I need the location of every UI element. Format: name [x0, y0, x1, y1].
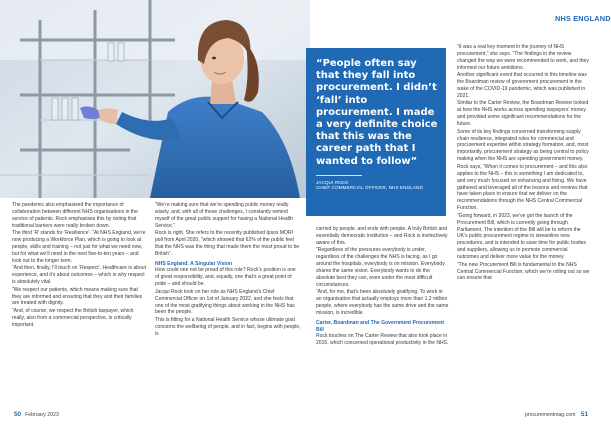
text-column-4	[457, 44, 590, 282]
paragraph: “The new Procurement Bill is fundamental to the NHS Central Commercial Function, which we’re rolling out so we can ensure that	[457, 261, 590, 282]
paragraph: Rock says, “When it comes to procurement – and this also applies to the NHS – this is something I am dedicated to, and very much focused on enhancing and fixing. We have gathered and leveraged all of the lessons and reviews that have taken place to ensure that we deliver on the recommendations through the NHS Central Commercial Function.	[457, 163, 588, 212]
paragraph: The pandemic also emphasised the importance of collaboration between different NHS organisations in the service of patients. Rock emphasises this by noting that traditional barriers were really broken down.	[12, 202, 138, 229]
text-column-3	[316, 226, 449, 347]
paragraph: “Regardless of the pressures everybody is under, regardless of the challenges the NHS is facing, as I go around the hospitals, everybody is on mission. Everybody shares the same vision. Everybody wants to do the absolute best they can, even under the most difficult circumstances.	[316, 247, 445, 288]
footer-right	[525, 411, 588, 418]
footer-left	[14, 411, 59, 418]
paragraph: Jacqui Rock took on her role as NHS England’s Chief Commercial Officer on 1st of January 2022, and she feels that one of the most gratifying things about working in the NHS has been the people.	[155, 288, 295, 316]
pull-quote-name: JACQUI ROCK	[316, 179, 349, 185]
paragraph: Another significant event that occurred in this timeline was the Boardman review of government procurement in the wake of the COVID-19 pandemic, which was published in 2021.	[457, 72, 587, 99]
issue-date: February 2023	[25, 412, 59, 418]
paragraph: Rock touches on The Carter Review that also took place in 2015, which concerned operational productivity in the NHS.	[316, 333, 449, 347]
hero-photo	[0, 0, 310, 198]
paragraph: carried by people, and ends with people. A truly British and essentially democratic institution – and Rock is instinctively aware of this.	[316, 226, 448, 246]
section-label: NHS ENGLAND	[555, 14, 611, 23]
pull-quote	[306, 48, 446, 216]
site-url[interactable]: procurementmag.com	[524, 412, 576, 418]
paragraph: Similar to the Carter Review, the Boardman Review looked at how the NHS works across spending taxpayers’ money and provided some significant recommendations for the future.	[457, 100, 589, 128]
paragraph: “And, of course, we respect the British taxpayer, which really, also from a commercial perspective, is critically important.	[12, 307, 134, 328]
text-column-1	[12, 202, 147, 329]
subheading: Carter, Boardman and The Government Procurement Bill	[316, 319, 444, 333]
paragraph: “And then, finally, I’ll touch on ‘Respect’. Healthcare is about experience, and it’s about outcomes – which is why respect is absolutely vital.	[12, 265, 147, 286]
paragraph: Rock is right. She refers to the recently published Ipsos MORI poll from April 2020, “which showed that 62% of the public feel that the NHS was the thing that made them the most proud to be British”.	[155, 230, 300, 257]
page-number-right: 51	[580, 411, 588, 418]
paragraph: “It was a real key moment in the journey of NHS procurement,” she says. “The findings in the review changed the way we were recommended to work, and they informed our future ambitions.	[457, 44, 589, 71]
paragraph: How could one not be proud of this role? Rock’s position is one of great responsibility, and, equally, one that’s a great point of pride – and should be.	[155, 267, 296, 288]
pull-quote-divider	[316, 175, 362, 176]
paragraph: “We’re making sure that we’re spending public money really wisely, and, with all of these challenges, I constantly remind myself of the great public support for having a National Health Service.”	[155, 202, 294, 229]
paragraph: “And, for me, that’s been absolutely gratifying. To work in an organisation that actually employs more than 1.2 million people, where everybody has the same drive and the same mission, is incredible.	[316, 289, 449, 317]
paragraph: “Going forward, in 2023, we’ve got the launch of the Procurement Bill, which is currently going through Parliament. The intention of the Bill will be to reform the UK’s public procurement regime to streamline new procedures, and is intended to save time for public bodies and suppliers, allowing us to promote commercial outcomes and deliver more value for the money.	[457, 212, 587, 261]
pull-quote-role: CHIEF COMMERCIAL OFFICER, NHS ENGLAND	[316, 185, 423, 191]
paragraph: Some of its key findings concerned transforming supply chain resilience, integrated roles for commercial and procurement expertise within strategy formation, and, most importantly, procurement strategy as being central to policy making when the NHS are spending government money.	[457, 128, 589, 163]
paragraph: This is fitting for a National Health Service whose ultimate goal concerns the wellbeing of people, and in fact, begins with people, is	[155, 316, 301, 337]
text-column-2	[155, 202, 301, 338]
subheading: NHS England: A Singular Vision	[155, 260, 233, 267]
paragraph: The third ‘R’ stands for ‘Resilience’. “At NHS England, we’re now producing a Workforce Plan, which is going to look at people, skills and training – not just for what we need now, but for what we’ll need in the next five-to-ten years – and look out to the longer term.	[12, 230, 146, 264]
page-number-left: 50	[14, 411, 22, 418]
paragraph: “We respect our patients, which means making sure that they are informed and ensuring that they and their families are treated with dignity.	[12, 286, 143, 307]
pull-quote-text: “People often say that they fall into procurement. I didn’t ‘fall’ into procurement. I made a very definite choice that this was the career path that I wanted to follow”	[316, 58, 438, 167]
